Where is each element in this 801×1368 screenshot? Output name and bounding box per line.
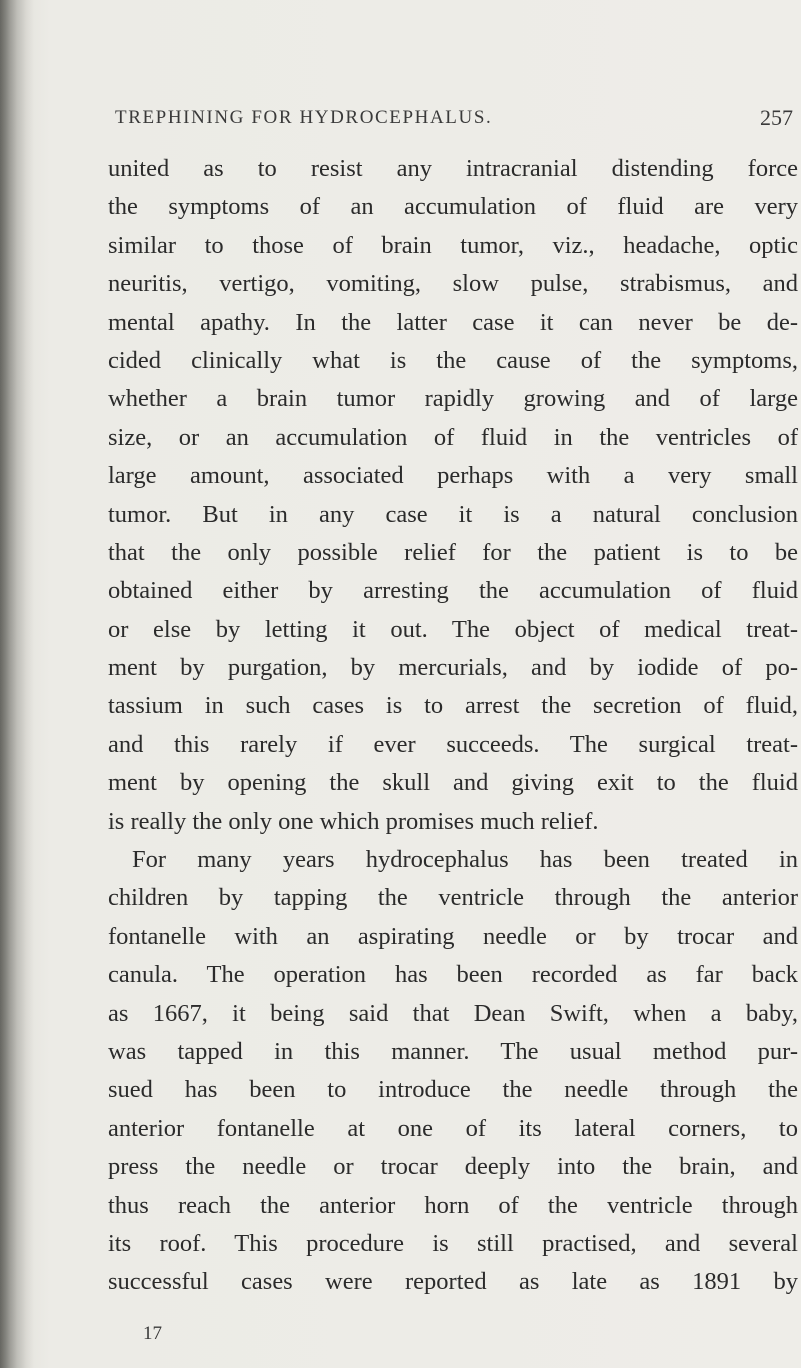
text-line: mental apathy. In the latter case it can never be de-	[108, 308, 798, 336]
text-line: children by tapping the ventricle through the anterior	[108, 884, 798, 912]
text-line: press the needle or trocar deeply into the brain, and	[108, 1153, 798, 1181]
body-text	[108, 150, 798, 1302]
text-line: ment by purgation, by mercurials, and by iodide of po-	[108, 654, 798, 682]
text-line: that the only possible relief for the patient is to be	[108, 538, 798, 566]
text-line: tumor. But in any case it is a natural conclusion	[108, 500, 798, 528]
text-line: obtained either by arresting the accumulation of fluid	[108, 577, 798, 605]
running-head	[115, 107, 793, 137]
text-line: sued has been to introduce the needle through the	[108, 1076, 798, 1104]
text-line: size, or an accumulation of fluid in the ventricles of	[108, 423, 798, 451]
text-line: or else by letting it out. The object of medical treat-	[108, 615, 798, 643]
text-line: For many years hydrocephalus has been treated in	[132, 846, 798, 874]
text-line: whether a brain tumor rapidly growing and of large	[108, 385, 798, 413]
binding-gutter-shadow	[0, 0, 34, 1368]
text-line: is really the only one which promises much relief.	[108, 807, 599, 835]
text-line: similar to those of brain tumor, viz., headache, optic	[108, 231, 798, 259]
text-line: fontanelle with an aspirating needle or by trocar and	[108, 922, 798, 950]
text-line: its roof. This procedure is still practised, and several	[108, 1229, 798, 1257]
text-line: thus reach the anterior horn of the ventricle through	[108, 1191, 798, 1219]
text-line: united as to resist any intracranial distending force	[108, 155, 798, 182]
text-line: successful cases were reported as late as 1891 by	[108, 1268, 798, 1296]
text-line: ment by opening the skull and giving exit to the fluid	[108, 769, 798, 797]
text-line: as 1667, it being said that Dean Swift, when a baby,	[108, 999, 798, 1027]
running-title: TREPHINING FOR HYDROCEPHALUS.	[115, 107, 493, 128]
text-line: the symptoms of an accumulation of fluid are very	[108, 193, 798, 221]
text-line: large amount, associated perhaps with a very small	[108, 462, 798, 490]
text-line: canula. The operation has been recorded as far back	[108, 961, 798, 989]
text-line: anterior fontanelle at one of its lateral corners, to	[108, 1114, 798, 1142]
signature-mark: 17	[143, 1323, 162, 1344]
text-line: and this rarely if ever succeeds. The surgical treat-	[108, 730, 798, 758]
text-line: cided clinically what is the cause of the symptoms,	[108, 346, 798, 374]
page-number: 257	[760, 105, 793, 130]
text-line: was tapped in this manner. The usual method pur-	[108, 1037, 798, 1065]
text-line: tassium in such cases is to arrest the secretion of fluid,	[108, 692, 798, 720]
text-line: neuritis, vertigo, vomiting, slow pulse, strabismus, and	[108, 270, 798, 298]
